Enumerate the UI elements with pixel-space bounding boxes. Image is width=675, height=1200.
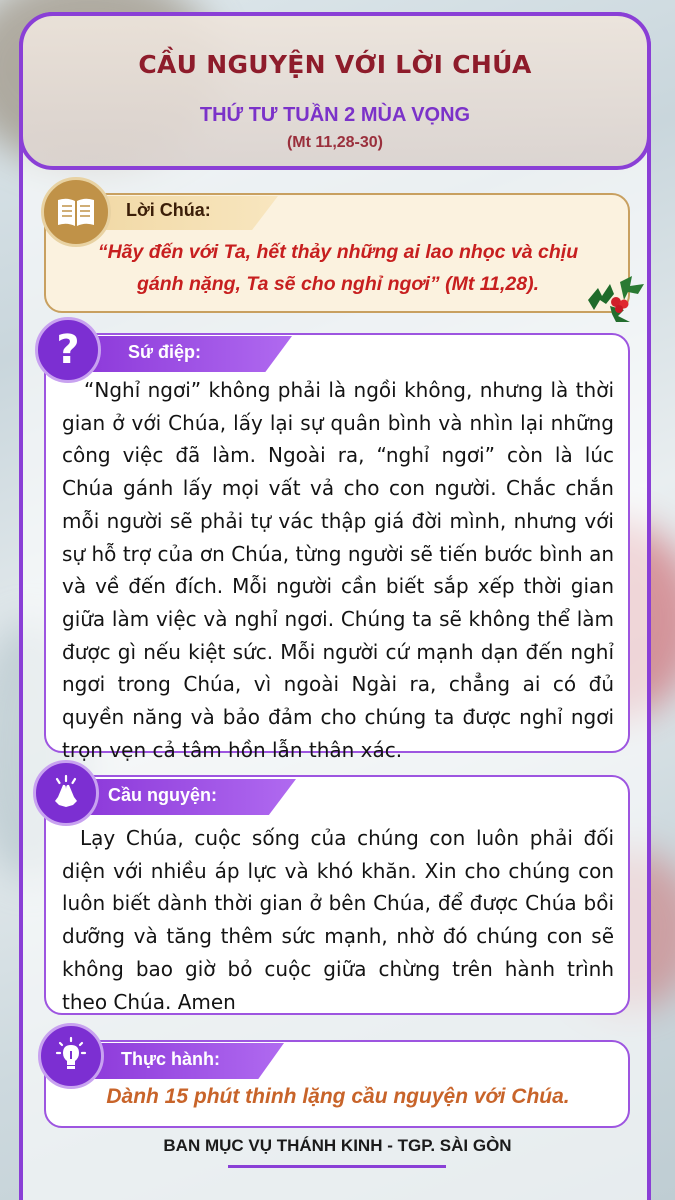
message-text: “Nghỉ ngơi” không phải là ngồi không, nhưng là thời gian ở với Chúa, lấy lại sự quân bình và nhìn lại những công việc đã làm. Ngoài ra, “nghỉ ngơi” còn là lúc Chúa gánh lấy mọi vất vả cho con người. Chắc chắn mỗi người sẽ phải tự vác thập giá đời mình, nhưng với sự hỗ trợ của ơn Chúa, từng người sẽ tiến bước bình an và về đến đích. Mỗi người cần biết sắp xếp thời gian giữa làm việc và nghỉ ngơi. Chúng ta sẽ không thể làm được gì nếu kiệt sức. Mỗi người cứ mạnh dạn đến nghỉ ngơi trong Chúa, vì ngoài Ngài ra, chẳng ai có đủ quyền năng và bảo đảm cho chúng ta được nghỉ ngơi trọn vẹn cả tâm hồn lẫn thân xác. xyxy=(62,378,614,762)
prayer-label: Cầu nguyện: xyxy=(108,785,218,805)
word-quote-line-1: “Hãy đến với Ta, hết thảy những ai lao nhọc và chịu xyxy=(97,241,579,263)
holly-icon xyxy=(580,270,652,326)
page-subtitle: THỨ TƯ TUẦN 2 MÙA VỌNG xyxy=(199,104,471,126)
footer-credit: BAN MỤC VỤ THÁNH KINH - TGP. SÀI GÒN xyxy=(163,1136,512,1155)
word-quote-line-2: gánh nặng, Ta sẽ cho nghỉ ngơi” (Mt 11,28). xyxy=(136,273,540,295)
question-icon: ? xyxy=(35,317,101,383)
lightbulb-icon xyxy=(38,1023,104,1089)
message-label: Sứ điệp: xyxy=(128,342,202,362)
header-panel xyxy=(19,12,651,170)
word-quote xyxy=(60,236,616,300)
prayer-text: Lạy Chúa, cuộc sống của chúng con luôn phải đối diện với nhiều áp lực và khó khăn. Xin cho chúng con luôn biết dành thời gian ở bên Chúa, để được Chúa bồi dưỡng và tăng thêm sức mạnh, nhờ đó chúng con sẽ không bao giờ bỏ cuộc giữa chừng trên hành trình theo Chúa. Amen xyxy=(62,826,614,1014)
practice-text: Dành 15 phút thinh lặng cầu nguyện với Chúa. xyxy=(106,1085,570,1108)
page-title: CẦU NGUYỆN VỚI LỜI CHÚA xyxy=(138,50,532,79)
scripture-reference: (Mt 11,28-30) xyxy=(286,134,384,151)
praying-hands-icon xyxy=(33,760,99,826)
word-label: Lời Chúa: xyxy=(126,200,211,220)
practice-label: Thực hành: xyxy=(121,1049,221,1069)
footer-divider xyxy=(228,1165,446,1168)
